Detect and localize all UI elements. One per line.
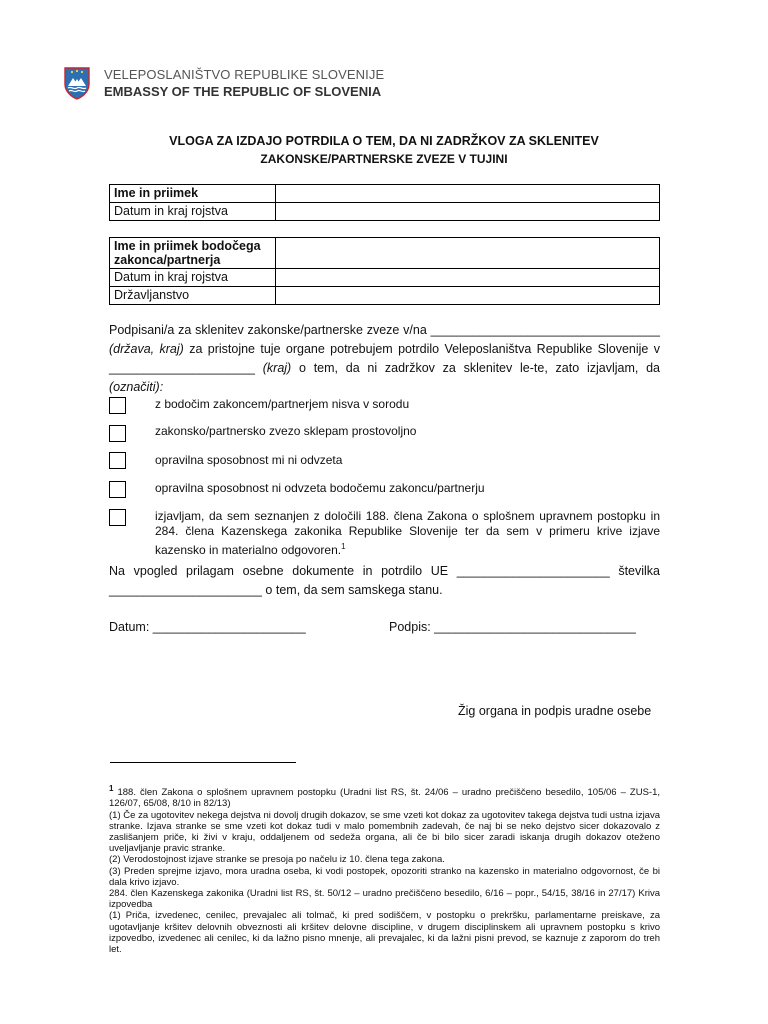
documents-paragraph — [109, 562, 660, 600]
footnote-line: $^1$ 188. člen Zakona o splošnem upravnem postopku (Uradni list RS, št. 24/06 – uradno prečiščeno besedilo, 105/06 – ZUS-1, 126/07, 65/08, 8/10 in 82/13) — [109, 784, 660, 810]
option-label: opravilna sposobnost mi ni odvzeta — [155, 453, 343, 467]
table-label: Državljanstvo — [110, 287, 276, 305]
embassy-header — [62, 66, 384, 100]
table-row — [110, 203, 660, 221]
table-label: Datum in kraj rojstva — [110, 203, 276, 221]
option-checkbox-5[interactable] — [109, 509, 126, 526]
footnote-line: (3) Preden sprejme izjavo, mora uradna oseba, ki vodi postopek, opozoriti stranko na kazensko in materialno odgovornost, če bi dala krivo izjavo. — [109, 865, 660, 888]
option-statement — [155, 509, 660, 558]
documents-text: številka — [609, 564, 661, 578]
option-label: z bodočim zakoncem/partnerjem nisva v sorodu — [155, 397, 410, 411]
partner-birth-field[interactable] — [276, 269, 660, 287]
slovenia-crest-icon — [62, 66, 92, 100]
footnote-block — [109, 783, 660, 955]
table-label: Ime in priimek bodočega zakonca/partnerja — [110, 238, 276, 269]
option-checkbox-1[interactable] — [109, 397, 126, 414]
intro-text: o tem, da ni zadržkov za sklenitev le-te, zato izjavljam, da — [291, 361, 660, 375]
footnote-separator — [110, 762, 296, 763]
intro-hint: (označiti): — [109, 380, 164, 394]
signature-line — [389, 620, 636, 634]
option-label: zakonsko/partnersko zvezo sklepam prostovoljno — [155, 424, 417, 438]
option-label: izjavljam, da sem seznanjen z določili 188. člena Zakona o splošnem upravnem postopku in 284. člena Kazenskega zakonika Republike Slovenije ter da sem v primeru krive izjave kazensko in materialno odgovoren. — [155, 509, 660, 557]
place-field[interactable]: _____________________ — [109, 361, 255, 375]
option-checkbox-2[interactable] — [109, 425, 126, 442]
option-checkbox-4[interactable] — [109, 481, 126, 498]
intro-hint: (država, kraj) — [109, 342, 184, 356]
table-label: Ime in priimek — [110, 185, 276, 203]
form-title-line1: VLOGA ZA IZDAJO POTRDILA O TEM, DA NI ZADRŽKOV ZA SKLENITEV — [169, 134, 599, 148]
footnote-line: (2) Verodostojnost izjave stranke se presoja po načelu iz 10. člena tega zakona. — [109, 854, 445, 866]
footnote-line: (1) Če za ugotovitev nekega dejstva ni dovolj drugih dokazov, se sme vzeti kot dokaz za ugotovitev takega dejstva tudi ustna izjava stranke. Izjava stranke se sme vzeti kot dokaz tudi v malo pomembnih zadevah, če naj bi se neko dejstvo sicer dokazovalo z zaslišanjem priče, ki živi v kraju, oddaljenem od sedeža organa, ali če bi bilo sicer zaradi iskanja drugih dokazov oteženo uveljavljanje pravic stranke. — [109, 809, 660, 855]
certificate-number-field[interactable]: ______________________ — [109, 583, 262, 597]
footnote-line: (1) Priča, izvedenec, cenilec, prevajalec ali tolmač, ki pred sodiščem, v postopku o prekršku, parlamentarne preiskave, za ugotavljanje kršitev delovnih obveznosti ali kršitev delovne discipline, v drugem disciplinskem ali upravnem postopku s krivo izpovedbo, izvedenec ali cenilec, ki da lažno pisno mnenje, ali prevajalec, ki da lažni pisni prevod, se kaznuje z zaporom do treh let. — [109, 910, 660, 955]
signature-label: Podpis: — [389, 620, 435, 634]
partner-name-field[interactable] — [276, 238, 660, 269]
footnote-line: 284. člen Kazenskega zakonika (Uradni list RS, št. 50/12 – uradno prečiščeno besedilo, 6/16 – popr., 54/15, 38/16 in 27/17) Kriva izpovedba — [109, 887, 660, 911]
intro-paragraph — [109, 321, 660, 397]
documents-text: o tem, da sem samskega stanu. — [261, 583, 443, 597]
partner-citizenship-field[interactable] — [276, 287, 660, 305]
table-label: Datum in kraj rojstva — [110, 269, 276, 287]
applicant-birth-field[interactable] — [276, 203, 660, 221]
date-line — [109, 620, 306, 634]
documents-text: Na vpogled prilagam osebne dokumente in potrdilo UE — [109, 564, 457, 578]
table-row — [110, 238, 660, 269]
applicant-table — [109, 184, 660, 221]
applicant-name-field[interactable] — [276, 185, 660, 203]
date-field[interactable]: ______________________ — [152, 620, 306, 634]
stamp-label: Žig organa in podpis uradne osebe — [458, 704, 652, 718]
table-row — [110, 269, 660, 287]
intro-hint: (kraj) — [255, 361, 292, 375]
intro-text: Podpisani/a za sklenitev zakonske/partnerske zveze v/na — [109, 323, 431, 337]
partner-table — [109, 237, 660, 305]
embassy-name-english: EMBASSY OF THE REPUBLIC OF SLOVENIA — [104, 84, 382, 99]
country-place-field[interactable]: _________________________________ — [430, 323, 660, 337]
footnote-number: 1 — [109, 784, 114, 793]
date-label: Datum: — [109, 620, 153, 634]
table-row — [110, 185, 660, 203]
option-label: opravilna sposobnost ni odvzeta bodočemu zakoncu/partnerju — [155, 481, 485, 495]
intro-text: za pristojne tuje organe potrebujem potrdilo Veleposlaništva Republike Slovenije v — [183, 342, 660, 356]
embassy-name-slovene: VELEPOSLANIŠTVO REPUBLIKE SLOVENIJE — [104, 67, 385, 82]
option-checkbox-3[interactable] — [109, 452, 126, 469]
table-row — [110, 287, 660, 305]
form-title-line2: ZAKONSKE/PARTNERSKE ZVEZE V TUJINI — [260, 152, 508, 166]
ue-certificate-field[interactable]: ______________________ — [456, 564, 610, 578]
signature-field[interactable]: _____________________________ — [434, 620, 636, 634]
footnote-ref: 1 — [341, 542, 346, 551]
